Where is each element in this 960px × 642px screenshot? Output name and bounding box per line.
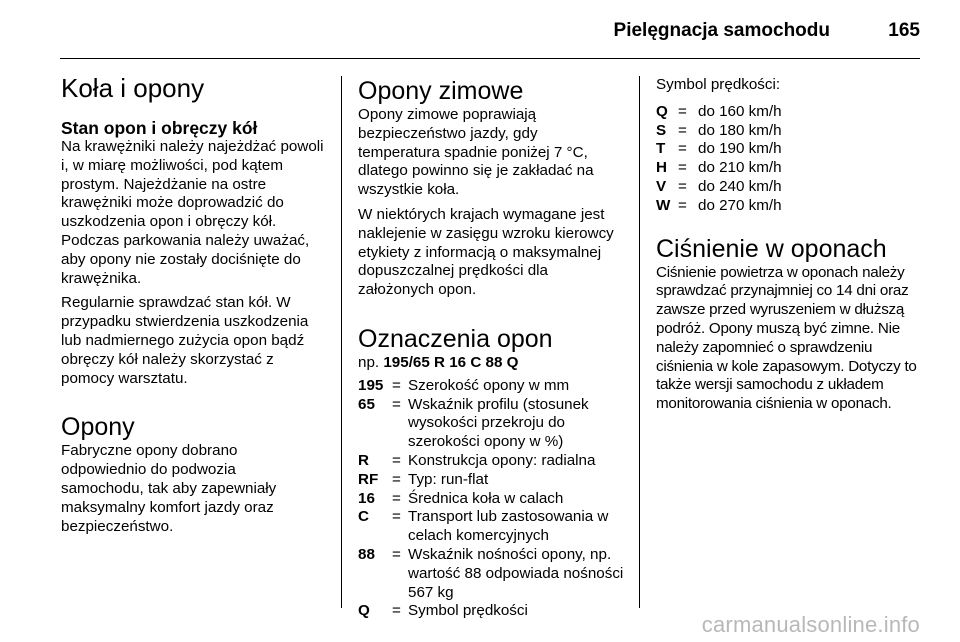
code-equals: = [392, 376, 401, 394]
chapter-title: Koła i opony [61, 73, 205, 103]
speed-row [656, 140, 926, 159]
speed-value: do 190 km/h [698, 140, 782, 158]
code-row [358, 471, 624, 490]
speed-key: W [656, 196, 671, 214]
speed-row [656, 178, 926, 197]
heading-tyres: Opony [61, 413, 135, 442]
marking-code-list [358, 377, 624, 621]
code-row [358, 508, 624, 546]
code-row [358, 377, 624, 396]
code-equals: = [392, 545, 401, 563]
speed-key: S [656, 121, 667, 139]
heading-tyre-markings: Oznaczenia opon [358, 324, 553, 353]
speed-symbol-list [656, 103, 926, 216]
speed-value: do 160 km/h [698, 102, 782, 120]
watermark: carmanualsonline.info [701, 612, 920, 637]
code-description: Konstrukcja opony: radialna [408, 451, 596, 469]
speed-key: T [656, 140, 666, 158]
speed-key: Q [656, 102, 668, 120]
paragraph-factory-tyres: Fabryczne opony dobrano odpowiednio do podwozia samochodu, tak aby zapewniały maksymalny komfort jazdy oraz bezpieczeństwo. [61, 442, 277, 535]
code-equals: = [392, 489, 401, 507]
page-number: 165 [888, 20, 920, 41]
speed-row [656, 159, 926, 178]
example-prefix: np. [358, 353, 380, 371]
code-row [358, 490, 624, 509]
code-key: 16 [358, 489, 375, 507]
code-key: R [358, 451, 369, 469]
speed-equals: = [678, 196, 687, 214]
code-description: Wskaźnik nośności opony, np. wartość 88 odpowiada nośności 567 kg [408, 545, 624, 601]
code-key: 65 [358, 395, 375, 413]
speed-value: do 270 km/h [698, 196, 782, 214]
code-key: Q [358, 602, 370, 620]
example-value: 195/65 R 16 C 88 Q [383, 353, 519, 371]
code-equals: = [392, 451, 401, 469]
code-equals: = [392, 470, 401, 488]
speed-equals: = [678, 121, 687, 139]
speed-key: V [656, 177, 667, 195]
code-key: 195 [358, 376, 384, 394]
code-description: Średnica koła w calach [408, 489, 564, 507]
column-3 [656, 72, 926, 420]
speed-key: H [656, 159, 667, 177]
code-key: C [358, 508, 369, 526]
code-key: RF [358, 470, 379, 488]
speed-row [656, 197, 926, 216]
heading-rim-condition: Stan opon i obręczy kół [61, 118, 258, 138]
column-2 [358, 72, 624, 627]
heading-winter-tyres: Opony zimowe [358, 77, 524, 105]
code-description: Typ: run-flat [408, 470, 489, 488]
code-description: Szerokość opony w mm [408, 376, 570, 394]
speed-symbol-intro: Symbol prędkości: [656, 76, 781, 93]
code-description: Wskaźnik profilu (stosunek wysokości przekroju do szerokości opony w %) [408, 395, 589, 451]
paragraph-winter-safety: Opony zimowe poprawiają bezpieczeństwo jazdy, gdy temperatura spadnie poniżej 7 °C, dlatego powinno się je zakładać na wszystkie koła. [358, 106, 594, 199]
speed-equals: = [678, 140, 687, 158]
paragraph-speed-label: W niektórych krajach wymagane jest naklejenie w zasięgu wzroku kierowcy etykiety z informacją o maksymalnej dopuszczalnej prędkości dla założonych opon. [358, 205, 614, 299]
column-divider-2 [639, 76, 640, 608]
header-divider [60, 58, 920, 59]
page-header [60, 14, 920, 50]
speed-row [656, 122, 926, 141]
code-equals: = [392, 395, 401, 413]
code-description: Symbol prędkości [408, 602, 528, 620]
paragraph-tyre-pressure: Ciśnienie powietrza w oponach należy sprawdzać przynajmniej co 14 dni oraz zawsze przed wyruszeniem w dłuższą podróż. Opony muszą być zimne. Nie należy zapomnieć o sprawdzeniu ciśnienia w kole zapasowym. Dotyczy to także wersji samochodu z układem monitorowania ciśnienia w oponach. [656, 263, 917, 413]
code-equals: = [392, 508, 401, 526]
paragraph-curbs: Na krawężniki należy najeżdżać powoli i, w miarę możliwości, pod kątem prostym. Najeżdżanie na ostre krawężniki może doprowadzić do uszkodzenia opon i obręczy kół. Podczas parkowania należy uważać, aby opony nie zostały dociśnięte do krawężnika. [61, 138, 324, 287]
code-row [358, 396, 624, 452]
speed-value: do 180 km/h [698, 121, 782, 139]
paragraph-check-wheels: Regularnie sprawdzać stan kół. W przypadku stwierdzenia uszkodzenia lub nadmiernego zużycia opon bądź obręczy kół należy skorzystać z pomocy warsztatu. [61, 294, 309, 387]
speed-row [656, 103, 926, 122]
column-1 [61, 72, 327, 542]
speed-value: do 240 km/h [698, 177, 782, 195]
marking-example [358, 354, 624, 373]
heading-tyre-pressure: Ciśnienie w oponach [656, 234, 887, 263]
speed-equals: = [678, 102, 687, 120]
code-row [358, 602, 624, 621]
code-row [358, 452, 624, 471]
code-equals: = [392, 602, 401, 620]
speed-value: do 210 km/h [698, 159, 782, 177]
column-divider-1 [341, 76, 342, 608]
code-description: Transport lub zastosowania w celach komercyjnych [408, 508, 609, 545]
speed-equals: = [678, 177, 687, 195]
speed-equals: = [678, 159, 687, 177]
code-row [358, 546, 624, 602]
section-title: Pielęgnacja samochodu [613, 20, 830, 41]
code-key: 88 [358, 545, 375, 563]
